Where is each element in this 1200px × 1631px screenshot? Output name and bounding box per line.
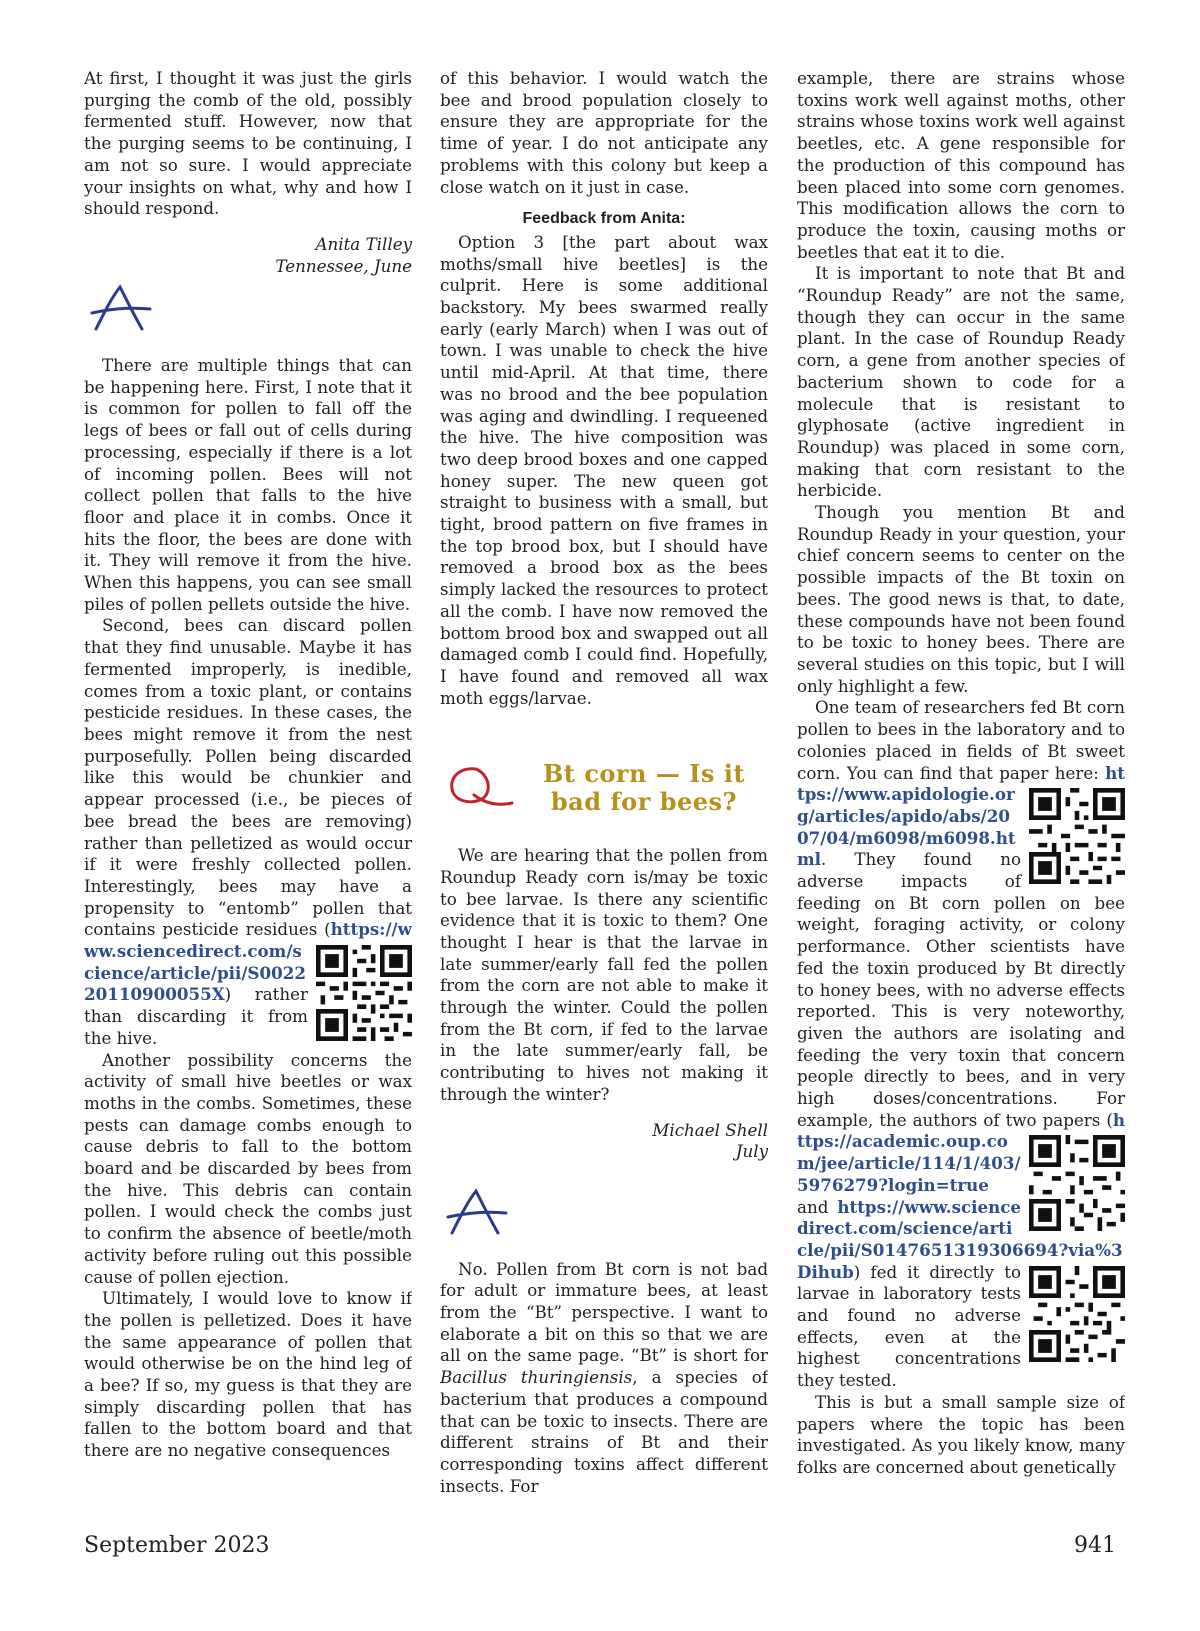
column-3 (797, 68, 1125, 1528)
qr-code-icon[interactable] (1029, 1135, 1125, 1231)
answer-paragraph-bt: No. Pollen from Bt corn is not bad for adult or immature bees, at least from the “Bt” perspective. I want to elaborate a bit on this so that we are all on the same page. “Bt” is short for Bacillus thuringiensis, a species of bacterium that produces a compound that can be toxic to insects. There are different strains of Bt and their corresponding toxins affect different insects. For (440, 1258, 768, 1496)
answer-letter-icon (446, 1187, 768, 1245)
question-text-end: At first, I thought it was just the girls purging the comb of the old, possibly fermented stuff. However, now that the purging seems to be continuing, I am not so sure. I would appreciate your insights on what, why and how I should respond. (84, 68, 412, 219)
signature-place: Tennessee, June (275, 255, 412, 276)
signature-place: July (735, 1141, 768, 1162)
feedback-paragraph: Option 3 [the part about wax moths/small hive beetles] is the culprit. Here is some additional backstory. My bees swarmed really early (early March) when I was out of town. I was unable to check the hive until mid-April. At that time, there was no brood and the bee population was aging and dwindling. I requeened the hive. The hive composition was two deep brood boxes and one capped honey super. The new queen got straight to business with a small, but tight, brood pattern on five frames in the top brood box, but I should have removed a brood box as the bees simply lacked the resources to protect all the comb. I have now removed the bottom brood box and swapped out all damaged comb I could find. Hopefully, I have found and removed all wax moth eggs/larvae. (440, 231, 768, 708)
answer-paragraph-roundup: It is important to note that Bt and “Roundup Ready” are not the same, though they can occur in the same plant. In the case of Roundup Ready corn, a gene from another species of bacterium shown to code for a molecule that is resistant to glyphosate (active ingredient in Roundup) was placed in some corn, making that corn resistant to the herbicide. (797, 263, 1125, 501)
column-1 (84, 68, 412, 1528)
column-2 (440, 68, 768, 1528)
answer-paragraph-research: One team of researchers fed Bt corn pollen to bees in the laboratory and to colonies placed in fields of Bt sweet corn. You can find that paper here: https://www.apidologie.org/articles/apido/abs/2007/04/m6098/m6098.html. They found no adverse impacts of feeding on Bt corn pollen on bee weight, foraging activity, or colony performance. Other scientists have fed the toxin produced by Bt directly to honey bees, with no adverse effects reported. This is very noteworthy, given the authors are isolating and feeding the very toxin that concern people directly to bees, and in very high doses/concentrations. For example, the authors of two papers ( https://academic.oup.com/jee/article/114/1/403/5976279?login=true and https://www.sciencedirect.com/science/article/pii/S0147651319306694?via%3Dihub ) fed it directly to larvae in laboratory tests and found no adverse effects, even at the highest concentrations they tested. (797, 697, 1125, 1391)
qr-code-icon[interactable] (1029, 1266, 1125, 1362)
feedback-title: Feedback from Anita: (522, 210, 686, 228)
sciencedirect-link[interactable]: https://www.sciencedirect.com/science/article/pii/S002220110900055X (84, 919, 412, 1005)
answer-paragraph-3: Another possibility concerns the activity of small hive beetles or wax moths in the combs. Sometimes, these pests can damage combs enough to cause debris to fall to the bottom board and be discarded by bees from the hive. This debris can contain pollen. I would check the combs just to confirm the absence of beetle/moth activity before ruling out this possible cause of pollen ejection. (84, 1049, 412, 1287)
answer-paragraph-concern: Though you mention Bt and Roundup Ready in your question, your chief concern seems to center on the possible impacts of the Bt toxin on bees. The good news is that, to date, these compounds have not been found to be toxic to honey bees. There are several studies on this topic, but I will only highlight a few. (797, 502, 1125, 696)
signature-name: Anita Tilley (315, 233, 412, 254)
signature-name: Michael Shell (652, 1119, 768, 1140)
question-paragraph: We are hearing that the pollen from Roundup Ready corn is/may be toxic to bee larvae. Is there any scientific evidence that it is toxic to them? One thought I hear is that the larvae in late summer/early fall fed the pollen from the corn are not able to make it through the winter. Could the pollen from the Bt corn, if fed to the larvae in the late summer/early fall, be contributing to hives not making it through the winter? (440, 845, 768, 1104)
apidologie-link[interactable]: https://www.apidologie.org/articles/apido/abs/2007/04/m6098/m6098.html (797, 762, 1125, 870)
answer-paragraph-2: Second, bees can discard pollen that they find unusable. Maybe it has fermented improperly, is inedible, comes from a toxic plant, or contains pesticide residues. In these cases, the bees might remove it from the nest purposefully. Pollen being discarded like this would be chunkier and appear processed (i.e., be pieces of bee bread the bees are removing) rather than pelletized as would occur if it were freshly collected pollen. Interestingly, bees may have a propensity to “entomb” pollen that contains pesticide residues ( https://www.sciencedirect.com/science/article/pii/S002220110900055X) rather than discarding it from the hive. (84, 615, 412, 1048)
footer-date: September 2023 (84, 1533, 270, 1558)
question-title: Bt corn — Is it bad for bees? (543, 759, 745, 817)
answer-paragraph-5: of this behavior. I would watch the bee and brood population closely to ensure they are appropriate for the time of year. I do not anticipate any problems with this colony but keep a close watch on it just in case. (440, 68, 768, 197)
qr-code-icon[interactable] (316, 945, 412, 1041)
oup-link[interactable]: https://academic.oup.com/jee/article/114/1/403/5976279?login=true (797, 1109, 1125, 1195)
question-letter-icon (446, 761, 520, 817)
answer-letter-icon (90, 283, 412, 341)
answer-paragraph-sample: This is but a small sample size of papers where the topic has been investigated. As you likely know, many folks are concerned about genetically (797, 1391, 1125, 1477)
answer-paragraph-1: There are multiple things that can be happening here. First, I note that it is common for pollen to fall off the legs of bees or fall out of cells during processing, especially if there is a lot of incoming pollen. Bees will not collect pollen that falls to the hive floor and place it in combs. Once it hits the floor, the bees are done with it. They will remove it from the hive. When this happens, you can see small piles of pollen pellets outside the hive. (84, 355, 412, 614)
page-number: 941 (1074, 1533, 1116, 1558)
qr-code-icon[interactable] (1029, 788, 1125, 884)
signature-michael (440, 1120, 768, 1163)
answer-paragraph-strains: example, there are strains whose toxins work well against moths, other strains whose toxins work well against beetles, etc. A gene responsible for the production of this compound has been placed into some corn genomes. This modification allows the corn to produce the toxin, causing moths or beetles that eat it to die. (797, 68, 1125, 262)
answer-paragraph-4: Ultimately, I would love to know if the pollen is pelletized. Does it have the same appearance of pollen that would otherwise be on the hind leg of a bee? If so, my guess is that they are simply discarding pollen that has fallen to the bottom board and that there are no negative consequences (84, 1288, 412, 1461)
sciencedirect-link-2[interactable]: https://www.sciencedirect.com/science/article/pii/S0147651319306694?via%3Dihub (797, 1196, 1123, 1282)
question-header (440, 755, 768, 821)
signature-anita (84, 234, 412, 277)
